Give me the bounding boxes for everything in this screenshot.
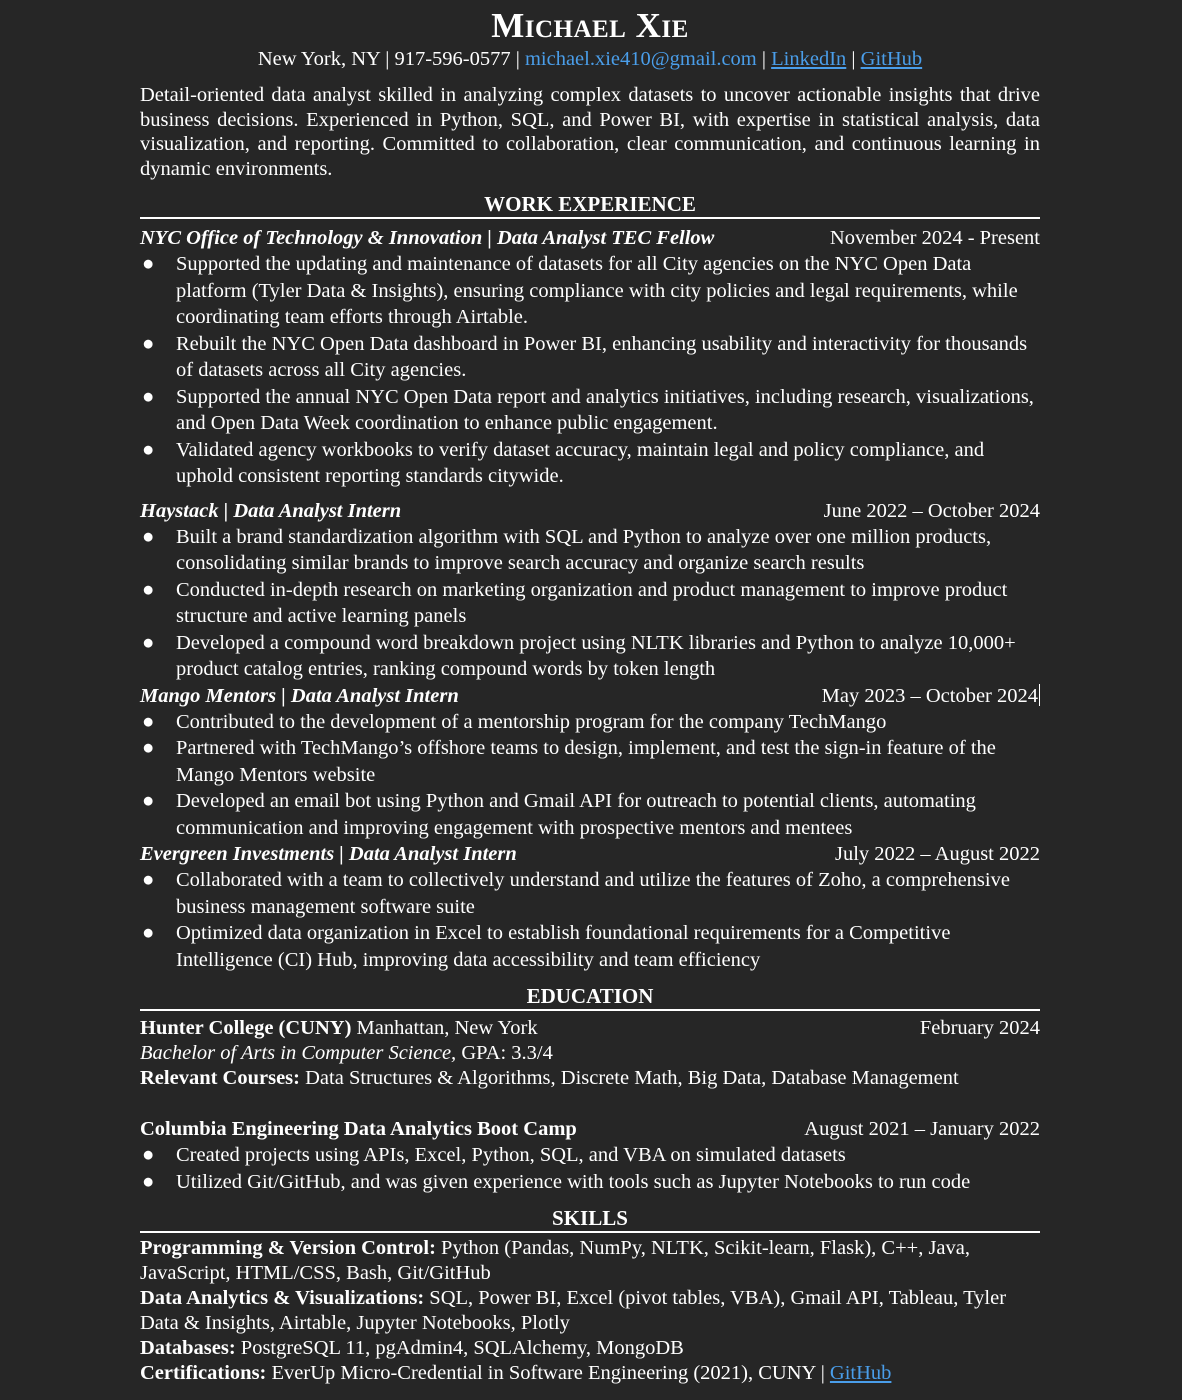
contact-phone: 917-596-0577 — [394, 48, 511, 70]
school-location: Manhattan, New York — [356, 1017, 538, 1039]
skills-label: Data Analytics & Visualizations: — [140, 1287, 425, 1309]
job-dates: June 2022 – October 2024 — [823, 499, 1040, 522]
skills-value: Python (Pandas, NumPy, NLTK, Scikit-learn, Flask), C++, Java, JavaScript, HTML/CSS, Bash, Git/GitHub — [140, 1237, 970, 1284]
contact-separator: | — [846, 48, 861, 70]
education-entry — [140, 1116, 1040, 1195]
job-title: NYC Office of Technology & Innovation | Data Analyst TEC Fellow — [140, 227, 715, 249]
job-dates: July 2022 – August 2022 — [834, 843, 1040, 865]
list-item — [140, 920, 1040, 973]
list-item — [140, 788, 1040, 841]
contact-separator: | — [815, 1362, 830, 1384]
bullet-icon: ● — [142, 1144, 155, 1166]
list-item — [140, 630, 1040, 683]
bullet-text: Rebuilt the NYC Open Data dashboard in Power BI, enhancing usability and interactivity for thousands of datasets across all City agencies. — [176, 332, 1028, 381]
skills-heading: SKILLS — [140, 1205, 1040, 1233]
skills-certifications — [140, 1361, 1040, 1386]
list-item — [140, 524, 1040, 577]
bullet-icon: ● — [142, 525, 155, 548]
skills-label: Programming & Version Control: — [140, 1237, 436, 1259]
contact-separator: | — [380, 48, 395, 70]
certifications-github-link[interactable]: GitHub — [829, 1362, 892, 1384]
list-item — [140, 384, 1040, 437]
job-dates — [822, 683, 1040, 709]
contact-location: New York, NY — [257, 48, 381, 70]
job-title: Mango Mentors | Data Analyst Intern — [140, 684, 459, 707]
bullet-icon: ● — [142, 1170, 155, 1193]
job-title: Haystack | Data Analyst Intern — [140, 499, 402, 522]
bullet-text: Supported the updating and maintenance of datasets for all City agencies on the NYC Open Data platform (Tyler Data & Insights), ensuring compliance with city policies and legal requirements, while coordinating team efforts through Airtable. — [176, 253, 1018, 328]
bullet-text: Created projects using APIs, Excel, Python, SQL, and VBA on simulated datasets — [176, 1144, 846, 1166]
bootcamp-name: Columbia Engineering Data Analytics Boot Camp — [140, 1118, 577, 1140]
skills-label: Certifications: — [140, 1362, 267, 1384]
bullet-icon: ● — [142, 438, 155, 461]
contact-line — [140, 46, 1040, 72]
bullet-text: Developed a compound word breakdown project using NLTK libraries and Python to analyze 10,000+ product catalog entries, ranking compound words by token length — [176, 631, 1016, 680]
graduation-date: February 2024 — [919, 1017, 1040, 1039]
bullet-icon: ● — [142, 253, 155, 275]
job-title: Evergreen Investments | Data Analyst Intern — [140, 843, 517, 865]
school-line — [140, 1015, 538, 1041]
skills-section — [140, 1236, 1040, 1386]
list-item — [140, 709, 1040, 736]
skills-label: Databases: — [140, 1337, 236, 1359]
bullet-icon: ● — [142, 869, 155, 891]
bullet-icon: ● — [142, 385, 155, 408]
education-heading: EDUCATION — [140, 983, 1040, 1011]
school-name: Hunter College (CUNY) — [140, 1017, 352, 1039]
list-item — [140, 867, 1040, 920]
job-bullets — [140, 867, 1040, 973]
skills-programming — [140, 1236, 1040, 1286]
summary-paragraph: Detail-oriented data analyst skilled in analyzing complex datasets to uncover actionable insights that drive business decisions. Experienced in Python, SQL, and Power BI, with expertise in statistical analysis, data visualization, and reporting. Committed to collaboration, clear communication, and continuous learning in dynamic environments. — [140, 84, 1040, 180]
job-bullets — [140, 524, 1040, 683]
bullet-text: Validated agency workbooks to verify dataset accuracy, maintain legal and policy compliance, and uphold consistent reporting standards citywide. — [176, 438, 985, 487]
skills-databases — [140, 1336, 1040, 1361]
contact-separator: | — [510, 48, 525, 70]
bullet-icon: ● — [142, 710, 155, 733]
list-item — [140, 577, 1040, 630]
bullet-icon: ● — [142, 578, 155, 601]
bullet-icon: ● — [142, 631, 155, 654]
job-entry — [140, 841, 1040, 973]
degree: Bachelor of Arts in Computer Science, — [140, 1042, 457, 1064]
bootcamp-bullets — [140, 1142, 1040, 1195]
list-item — [140, 437, 1040, 490]
resume-name: Michael Xie — [491, 6, 689, 45]
courses-list: Data Structures & Algorithms, Discrete Math, Big Data, Database Management — [305, 1067, 959, 1089]
bullet-text: Conducted in-depth research on marketing organization and product management to improve product structure and active learning panels — [176, 578, 1008, 627]
job-header — [140, 225, 1040, 251]
bullet-icon: ● — [142, 332, 155, 355]
job-header — [140, 841, 1040, 867]
list-item — [140, 1169, 1040, 1196]
job-entry — [140, 683, 1040, 842]
list-item — [140, 251, 1040, 331]
text-cursor — [1039, 684, 1040, 706]
job-entry — [140, 498, 1040, 683]
bullet-text: Utilized Git/GitHub, and was given experience with tools such as Jupyter Notebooks to run code — [176, 1170, 971, 1193]
job-header — [140, 498, 1040, 524]
github-link[interactable]: GitHub — [860, 48, 923, 70]
job-entry — [140, 225, 1040, 490]
bullet-text: Contributed to the development of a mentorship program for the company TechMango — [176, 710, 887, 733]
skills-value: PostgreSQL 11, pgAdmin4, SQLAlchemy, MongoDB — [240, 1337, 684, 1359]
courses-line — [140, 1066, 1040, 1091]
education-entry — [140, 1015, 1040, 1091]
bootcamp-dates: August 2021 – January 2022 — [804, 1118, 1040, 1140]
job-dates-text: May 2023 – October 2024 — [821, 684, 1038, 707]
contact-email[interactable]: michael.xie410@gmail.com — [524, 48, 757, 70]
list-item — [140, 1142, 1040, 1169]
degree-line — [140, 1041, 1040, 1066]
bullet-icon: ● — [142, 922, 155, 944]
contact-separator: | — [756, 48, 772, 70]
bullet-icon: ● — [142, 737, 155, 759]
bullet-text: Optimized data organization in Excel to establish foundational requirements for a Competitive Intelligence (CI) Hub, improving data accessibility and team efficiency — [176, 922, 951, 971]
job-bullets — [140, 251, 1040, 490]
education-header — [140, 1116, 1040, 1142]
education-header — [140, 1015, 1040, 1041]
list-item — [140, 735, 1040, 788]
bullet-text: Collaborated with a team to collectively understand and utilize the features of Zoho, a comprehensive business management software suite — [176, 869, 1010, 918]
bullet-text: Partnered with TechMango’s offshore teams to design, implement, and test the sign-in feature of the Mango Mentors website — [176, 737, 996, 786]
job-dates: November 2024 - Present — [829, 227, 1040, 249]
skills-value: SQL, Power BI, Excel (pivot tables, VBA), Gmail API, Tableau, Tyler Data & Insights, Airtable, Jupyter Notebooks, Plotly — [140, 1287, 1007, 1334]
bullet-text: Developed an email bot using Python and Gmail API for outreach to potential clients, automating communication and improving engagement with prospective mentors and mentees — [176, 790, 976, 839]
job-header — [140, 683, 1040, 709]
skills-value: EverUp Micro-Credential in Software Engineering (2021), CUNY — [271, 1362, 816, 1384]
skills-analytics — [140, 1286, 1040, 1336]
linkedin-link[interactable]: LinkedIn — [771, 48, 847, 70]
courses-label: Relevant Courses: — [140, 1067, 300, 1089]
bullet-text: Supported the annual NYC Open Data report and analytics initiatives, including research, visualizations, and Open Data Week coordination to enhance public engagement. — [176, 385, 1034, 434]
gpa: GPA: 3.3/4 — [461, 1042, 553, 1064]
list-item — [140, 331, 1040, 384]
bullet-text: Built a brand standardization algorithm with SQL and Python to analyze over one million products, consolidating similar brands to improve search accuracy and organize search results — [176, 525, 992, 574]
work-experience-heading: WORK EXPERIENCE — [140, 191, 1040, 219]
resume-content — [140, 0, 1040, 1386]
job-bullets — [140, 709, 1040, 842]
bullet-icon: ● — [142, 790, 155, 812]
